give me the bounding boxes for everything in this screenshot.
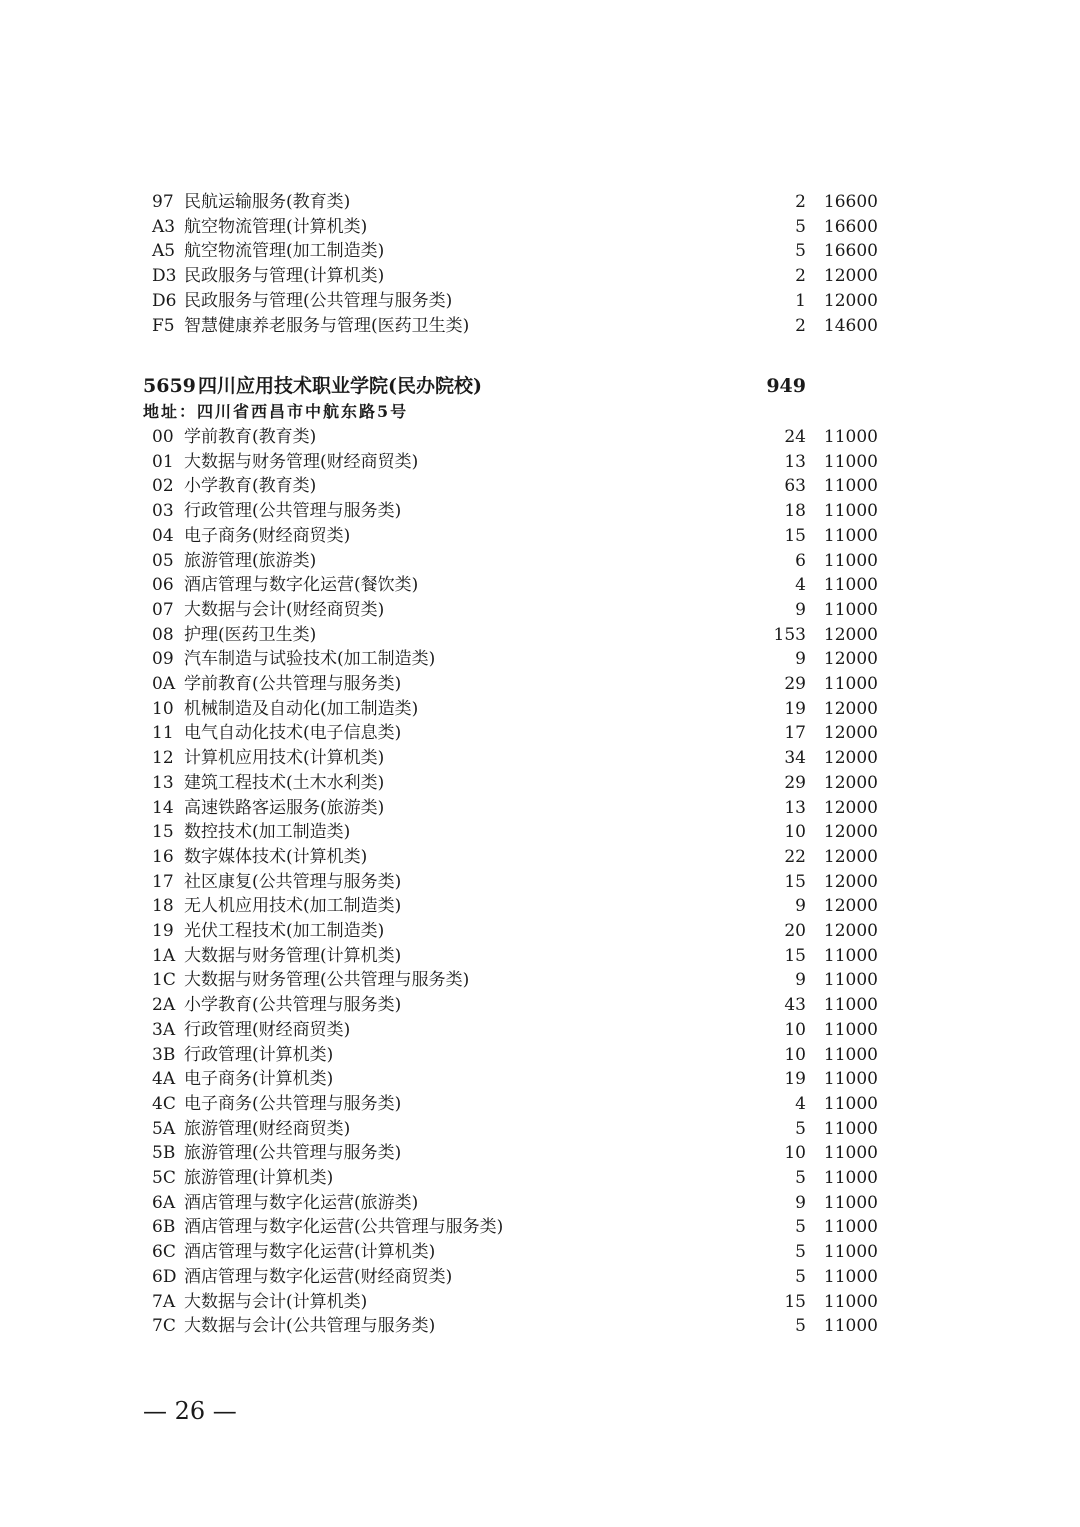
program-code: 6B: [152, 1217, 176, 1238]
tuition-fee: 14600: [823, 315, 878, 336]
tuition-fee: 11000: [823, 1143, 878, 1164]
enrollment-count: 19: [784, 698, 806, 719]
program-name: 旅游管理(计算机类): [184, 1168, 334, 1188]
program-row: [0, 623, 1080, 647]
program-name: 机械制造及自动化(加工制造类): [184, 698, 419, 719]
program-row: [0, 289, 1080, 313]
program-row: [0, 944, 1080, 968]
program-code: 6A: [152, 1192, 176, 1213]
tuition-fee: 11000: [823, 970, 878, 991]
program-row: [0, 215, 1080, 239]
school-code: 5659: [143, 375, 196, 397]
enrollment-count: 18: [784, 501, 806, 522]
program-name: 酒店管理与数字化运营(计算机类): [184, 1242, 436, 1263]
enrollment-count: 4: [795, 1093, 806, 1114]
enrollment-count: 19: [784, 1069, 806, 1090]
tuition-fee: 11000: [823, 995, 878, 1016]
enrollment-count: 9: [795, 896, 806, 917]
enrollment-count: 10: [784, 1143, 806, 1164]
program-name: 小学教育(公共管理与服务类): [184, 995, 402, 1016]
program-name: 电子商务(公共管理与服务类): [184, 1093, 402, 1114]
program-name: 行政管理(计算机类): [184, 1044, 334, 1065]
tuition-fee: 16600: [823, 216, 878, 237]
program-row: [0, 672, 1080, 696]
tuition-fee: 11000: [823, 1291, 878, 1312]
program-name: 光伏工程技术(加工制造类): [184, 921, 385, 941]
enrollment-count: 153: [773, 624, 806, 645]
enrollment-count: 5: [795, 216, 806, 237]
enrollment-count: 34: [784, 748, 806, 769]
enrollment-count: 22: [784, 846, 806, 867]
school-total-quota: 949: [766, 375, 806, 397]
program-row: [0, 598, 1080, 622]
program-name: 大数据与会计(财经商贸类): [184, 599, 385, 620]
tuition-fee: 11000: [823, 1069, 878, 1090]
program-row: [0, 573, 1080, 597]
program-code: 7C: [152, 1316, 176, 1337]
enrollment-count: 2: [795, 266, 806, 287]
program-code: 17: [152, 871, 174, 892]
program-code: 97: [152, 192, 174, 212]
program-name: 大数据与财务管理(计算机类): [184, 945, 402, 966]
program-name: 民航运输服务(教育类): [184, 192, 351, 212]
enrollment-count: 63: [784, 476, 806, 497]
program-row: [0, 1265, 1080, 1289]
program-code: 13: [152, 772, 174, 793]
program-row: [0, 968, 1080, 992]
enrollment-count: 15: [784, 945, 806, 966]
tuition-fee: 12000: [823, 748, 878, 769]
tuition-fee: 11000: [823, 1044, 878, 1065]
enrollment-count: 10: [784, 1044, 806, 1065]
enrollment-count: 24: [784, 427, 806, 447]
program-row: [0, 499, 1080, 523]
program-name: 建筑工程技术(土木水利类): [184, 772, 385, 793]
program-code: 14: [152, 797, 174, 818]
program-row: [0, 524, 1080, 548]
enrollment-count: 5: [795, 241, 806, 262]
program-row: [0, 1191, 1080, 1215]
tuition-fee: 12000: [823, 290, 878, 311]
program-row: [0, 697, 1080, 721]
enrollment-count: 5: [795, 1217, 806, 1238]
school-header: [0, 373, 1080, 399]
tuition-fee: 11000: [823, 1192, 878, 1213]
program-name: 大数据与财务管理(公共管理与服务类): [184, 970, 470, 991]
program-code: 5C: [152, 1168, 176, 1188]
tuition-fee: 12000: [823, 723, 878, 744]
enrollment-count: 2: [795, 315, 806, 336]
program-name: 酒店管理与数字化运营(旅游类): [184, 1192, 419, 1213]
tuition-fee: 12000: [823, 266, 878, 287]
program-row: [0, 771, 1080, 795]
enrollment-count: 5: [795, 1168, 806, 1188]
program-row: [0, 1290, 1080, 1314]
program-name: 电子商务(计算机类): [184, 1069, 334, 1090]
program-code: 19: [152, 921, 174, 941]
program-name: 社区康复(公共管理与服务类): [184, 871, 402, 892]
enrollment-count: 5: [795, 1118, 806, 1139]
program-code: 07: [152, 599, 174, 620]
program-row: [0, 870, 1080, 894]
enrollment-count: 9: [795, 970, 806, 991]
program-code: 00: [152, 427, 174, 447]
program-code: 11: [152, 723, 174, 744]
enrollment-count: 15: [784, 1291, 806, 1312]
program-name: 学前教育(公共管理与服务类): [184, 674, 402, 694]
tuition-fee: 12000: [823, 624, 878, 645]
program-code: 06: [152, 575, 174, 596]
tuition-fee: 11000: [823, 1093, 878, 1114]
program-row: [0, 474, 1080, 498]
enrollment-count: 5: [795, 1242, 806, 1263]
enrollment-count: 15: [784, 525, 806, 546]
program-code: 4C: [152, 1093, 176, 1114]
program-code: 18: [152, 896, 174, 917]
tuition-fee: 12000: [823, 822, 878, 843]
program-code: 7A: [152, 1291, 176, 1312]
program-row: [0, 1215, 1080, 1239]
program-row: [0, 190, 1080, 214]
program-name: 旅游管理(旅游类): [184, 550, 317, 571]
program-name: 民政服务与管理(公共管理与服务类): [184, 290, 453, 311]
program-name: 酒店管理与数字化运营(公共管理与服务类): [184, 1217, 504, 1238]
program-row: [0, 450, 1080, 474]
program-row: [0, 1166, 1080, 1190]
enrollment-count: 4: [795, 575, 806, 596]
program-code: 1C: [152, 970, 176, 991]
program-row: [0, 919, 1080, 943]
program-row: [0, 314, 1080, 338]
enrollment-count: 2: [795, 192, 806, 212]
tuition-fee: 11000: [823, 1168, 878, 1188]
program-code: 3A: [152, 1019, 176, 1040]
enrollment-count: 9: [795, 1192, 806, 1213]
tuition-fee: 11000: [823, 427, 878, 447]
tuition-fee: 12000: [823, 846, 878, 867]
tuition-fee: 11000: [823, 575, 878, 596]
program-code: 10: [152, 698, 174, 719]
program-name: 小学教育(教育类): [184, 476, 317, 497]
enrollment-count: 5: [795, 1316, 806, 1337]
program-row: [0, 1117, 1080, 1141]
tuition-fee: 12000: [823, 772, 878, 793]
tuition-fee: 12000: [823, 871, 878, 892]
tuition-fee: 16600: [823, 241, 878, 262]
tuition-fee: 11000: [823, 1242, 878, 1263]
tuition-fee: 11000: [823, 1118, 878, 1139]
program-code: 6D: [152, 1266, 177, 1287]
tuition-fee: 16600: [823, 192, 878, 212]
program-row: [0, 845, 1080, 869]
program-name: 计算机应用技术(计算机类): [184, 748, 385, 769]
program-code: 09: [152, 649, 174, 670]
program-row: [0, 647, 1080, 671]
program-code: 05: [152, 550, 174, 571]
school-name: 四川应用技术职业学院(民办院校): [198, 375, 482, 397]
tuition-fee: 11000: [823, 1019, 878, 1040]
program-code: 16: [152, 846, 174, 867]
program-code: D3: [152, 266, 177, 287]
program-row: [0, 1043, 1080, 1067]
tuition-fee: 11000: [823, 525, 878, 546]
tuition-fee: 11000: [823, 1217, 878, 1238]
program-code: 12: [152, 748, 174, 769]
tuition-fee: 12000: [823, 649, 878, 670]
program-code: 01: [152, 451, 174, 472]
program-name: 航空物流管理(加工制造类): [184, 241, 385, 262]
tuition-fee: 11000: [823, 945, 878, 966]
tuition-fee: 12000: [823, 797, 878, 818]
tuition-fee: 11000: [823, 550, 878, 571]
program-name: 汽车制造与试验技术(加工制造类): [184, 649, 436, 670]
program-row: [0, 1141, 1080, 1165]
program-name: 电子商务(财经商贸类): [184, 525, 351, 546]
enrollment-count: 29: [784, 674, 806, 694]
program-row: [0, 1314, 1080, 1338]
program-code: 4A: [152, 1069, 176, 1090]
program-name: 数字媒体技术(计算机类): [184, 846, 368, 867]
program-code: A5: [152, 241, 176, 262]
tuition-fee: 11000: [823, 599, 878, 620]
program-code: 5A: [152, 1118, 176, 1139]
enrollment-count: 13: [784, 451, 806, 472]
enrollment-count: 5: [795, 1266, 806, 1287]
enrollment-count: 43: [784, 995, 806, 1016]
program-name: 数控技术(加工制造类): [184, 822, 351, 843]
tuition-fee: 11000: [823, 674, 878, 694]
program-name: 航空物流管理(计算机类): [184, 216, 368, 237]
tuition-fee: 11000: [823, 1316, 878, 1337]
tuition-fee: 12000: [823, 698, 878, 719]
program-name: 行政管理(财经商贸类): [184, 1019, 351, 1040]
program-name: 护理(医药卫生类): [184, 624, 317, 645]
program-name: 大数据与会计(计算机类): [184, 1291, 368, 1312]
program-code: D6: [152, 290, 177, 311]
program-name: 无人机应用技术(加工制造类): [184, 896, 402, 917]
tuition-fee: 11000: [823, 451, 878, 472]
program-code: 08: [152, 624, 174, 645]
program-row: [0, 1092, 1080, 1116]
program-code: 2A: [152, 995, 176, 1016]
program-name: 电气自动化技术(电子信息类): [184, 723, 402, 744]
school-address: 地址：四川省西昌市中航东路5号: [143, 402, 409, 421]
enrollment-count: 9: [795, 599, 806, 620]
program-row: [0, 1240, 1080, 1264]
program-name: 智慧健康养老服务与管理(医药卫生类): [184, 315, 470, 336]
tuition-fee: 11000: [823, 1266, 878, 1287]
enrollment-count: 15: [784, 871, 806, 892]
enrollment-count: 6: [795, 550, 806, 571]
tuition-fee: 11000: [823, 476, 878, 497]
program-code: 03: [152, 501, 174, 522]
program-code: 6C: [152, 1242, 176, 1263]
program-name: 高速铁路客运服务(旅游类): [184, 797, 385, 818]
program-row: [0, 721, 1080, 745]
program-name: 酒店管理与数字化运营(餐饮类): [184, 575, 419, 596]
program-row: [0, 993, 1080, 1017]
program-code: 1A: [152, 945, 176, 966]
program-name: 行政管理(公共管理与服务类): [184, 501, 402, 522]
program-row: [0, 1018, 1080, 1042]
program-code: 3B: [152, 1044, 176, 1065]
enrollment-count: 20: [784, 921, 806, 941]
program-name: 旅游管理(公共管理与服务类): [184, 1143, 402, 1164]
program-row: [0, 746, 1080, 770]
program-code: F5: [152, 315, 175, 336]
enrollment-count: 17: [784, 723, 806, 744]
program-row: [0, 425, 1080, 449]
tuition-fee: 12000: [823, 896, 878, 917]
enrollment-count: 10: [784, 822, 806, 843]
program-code: A3: [152, 216, 176, 237]
program-name: 旅游管理(财经商贸类): [184, 1118, 351, 1139]
program-name: 学前教育(教育类): [184, 427, 317, 447]
enrollment-count: 29: [784, 772, 806, 793]
program-name: 酒店管理与数字化运营(财经商贸类): [184, 1266, 453, 1287]
program-code: 02: [152, 476, 174, 497]
enrollment-count: 9: [795, 649, 806, 670]
program-name: 大数据与财务管理(财经商贸类): [184, 451, 419, 472]
program-code: 04: [152, 525, 174, 546]
enrollment-count: 10: [784, 1019, 806, 1040]
enrollment-count: 1: [795, 290, 806, 311]
program-row: [0, 239, 1080, 263]
program-row: [0, 1067, 1080, 1091]
program-code: 15: [152, 822, 174, 843]
program-row: [0, 820, 1080, 844]
program-row: [0, 549, 1080, 573]
program-code: 5B: [152, 1143, 176, 1164]
program-row: [0, 894, 1080, 918]
program-name: 大数据与会计(公共管理与服务类): [184, 1316, 436, 1337]
page-number: — 26 —: [143, 1397, 237, 1425]
program-name: 民政服务与管理(计算机类): [184, 266, 385, 287]
tuition-fee: 12000: [823, 921, 878, 941]
program-code: 0A: [152, 674, 176, 694]
program-row: [0, 796, 1080, 820]
program-row: [0, 264, 1080, 288]
enrollment-count: 13: [784, 797, 806, 818]
tuition-fee: 11000: [823, 501, 878, 522]
